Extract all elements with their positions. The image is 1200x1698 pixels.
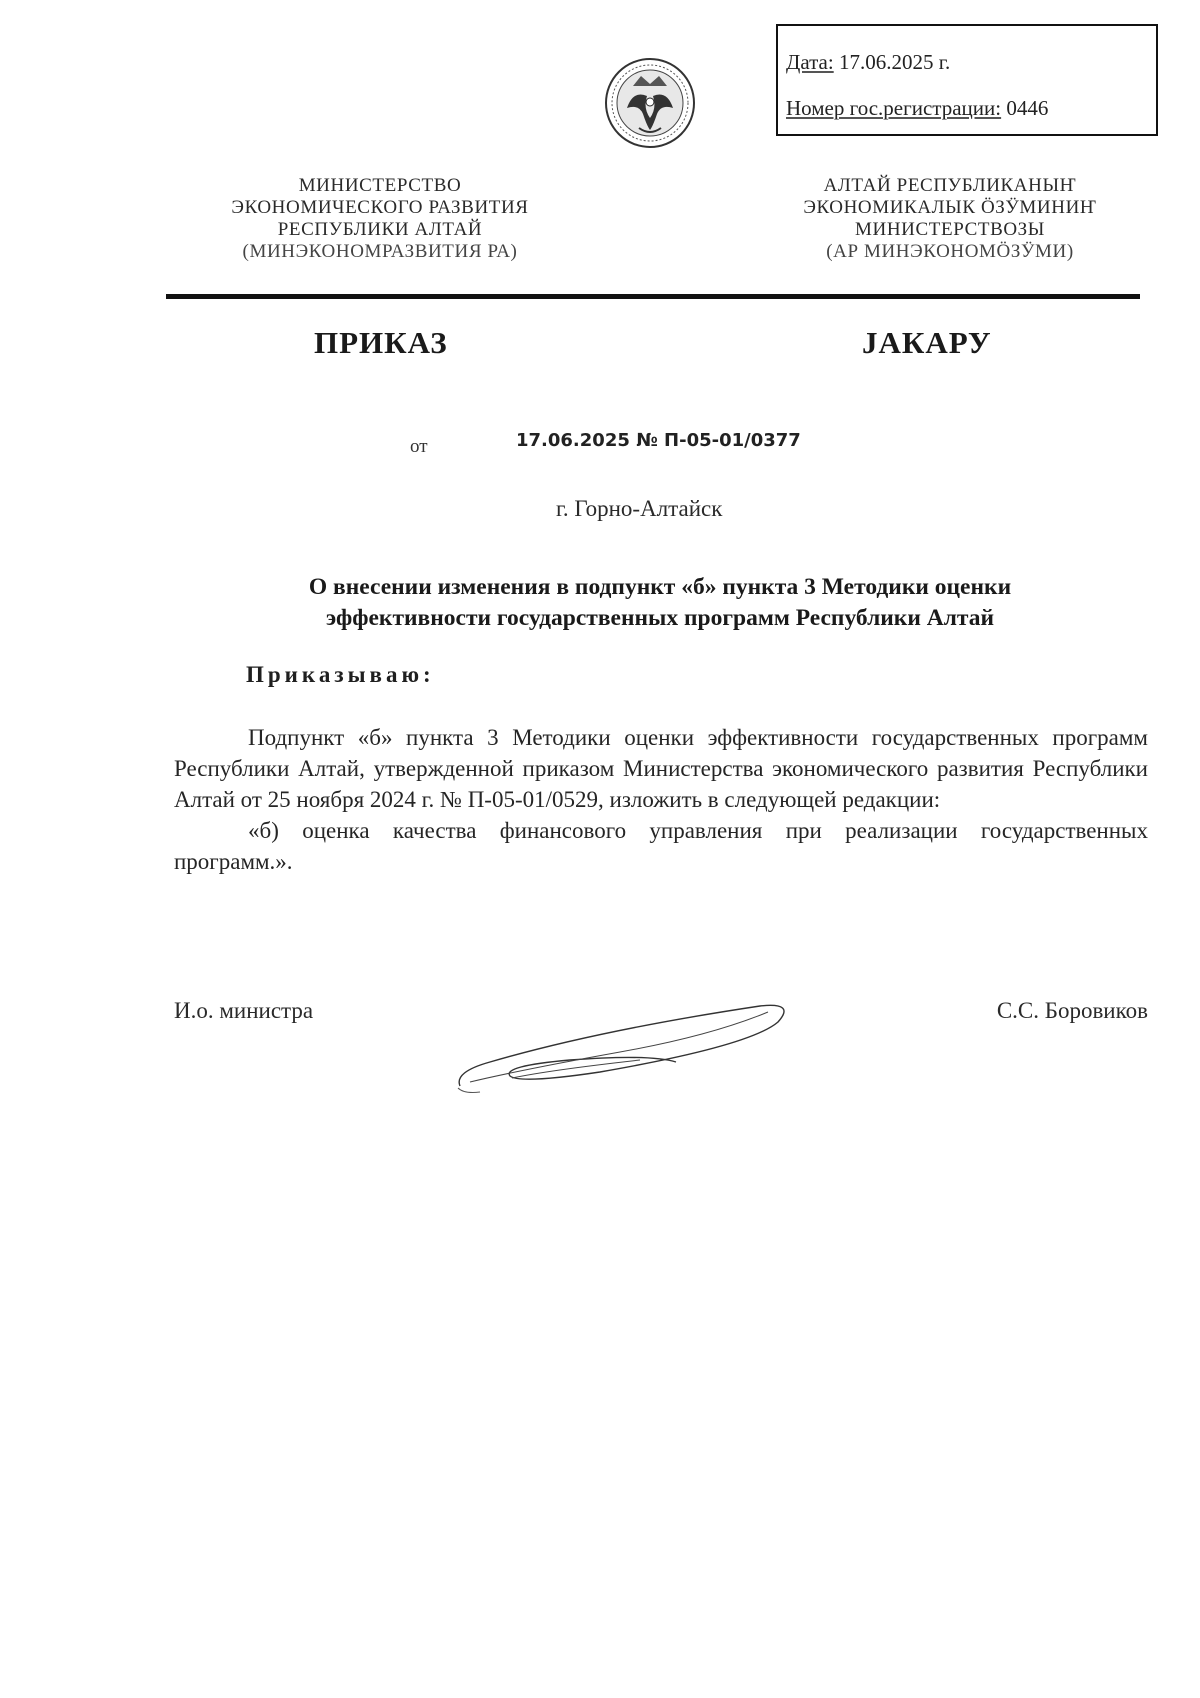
ministry-name-altai <box>740 175 1160 263</box>
coat-of-arms-icon <box>603 56 697 150</box>
signatory-name: С.С. Боровиков <box>996 998 1148 1023</box>
ministry-ru-abbreviation: (МИНЭКОНОМРАЗВИТИЯ РА) <box>242 241 518 262</box>
registration-number-value: 0446 <box>1006 96 1049 120</box>
ministry-alt-line-3: МИНИСТЕРСТВОЗЫ <box>855 219 1045 240</box>
handwritten-signature-icon <box>450 990 800 1100</box>
ministry-alt-abbreviation: (АР МИНЭКОНОМÖЗӰМИ) <box>826 241 1074 262</box>
document-title-line-2: эффективности государственных программ Республики Алтай <box>325 605 995 631</box>
document-body <box>174 722 1148 877</box>
document-title-line-1: О внесении изменения в подпункт «б» пункта 3 Методики оценки <box>308 574 1012 600</box>
body-paragraph-1: Подпункт «б» пункта 3 Методики оценки эффективности государственных программ Республики Алтай, утвержденной приказом Министерства экономического развития Республики Алтай от 25 ноября 2024 г. № П-05-01/0529, изложить в следующей редакции: <box>174 725 1148 812</box>
registration-date-line <box>786 50 950 75</box>
ministry-ru-line-2: ЭКОНОМИЧЕСКОГО РАЗВИТИЯ <box>231 197 529 218</box>
order-number: 17.06.2025 № П-05-01/0377 <box>516 430 801 451</box>
registration-number-line <box>786 96 1048 121</box>
doc-type-russian: ПРИКАЗ <box>314 325 448 360</box>
registration-box <box>776 24 1158 136</box>
body-paragraph-2: «б) оценка качества финансового управления при реализации государственных программ.». <box>174 818 1148 874</box>
registration-number-label: Номер гос.регистрации: <box>786 96 1002 120</box>
ministry-alt-line-1: АЛТАЙ РЕСПУБЛИКАНЫҤ <box>823 175 1077 196</box>
order-from-label: от <box>410 436 428 457</box>
signatory-role: И.о. министра <box>174 998 314 1023</box>
document-title <box>230 572 1090 634</box>
ministry-ru-line-1: МИНИСТЕРСТВО <box>298 175 462 196</box>
decree-word: Приказываю: <box>246 662 435 687</box>
ministry-name-russian <box>180 175 580 263</box>
registration-date-value: 17.06.2025 г. <box>838 50 951 74</box>
order-city: г. Горно-Алтайск <box>556 496 723 521</box>
ministry-alt-line-2: ЭКОНОМИКАЛЫК ÖЗӰМИНИҤ <box>803 197 1097 218</box>
doc-type-altai: JАКАРУ <box>862 325 992 360</box>
ministry-ru-line-3: РЕСПУБЛИКИ АЛТАЙ <box>277 219 483 240</box>
registration-date-label: Дата: <box>786 50 834 74</box>
header-divider <box>166 294 1140 299</box>
